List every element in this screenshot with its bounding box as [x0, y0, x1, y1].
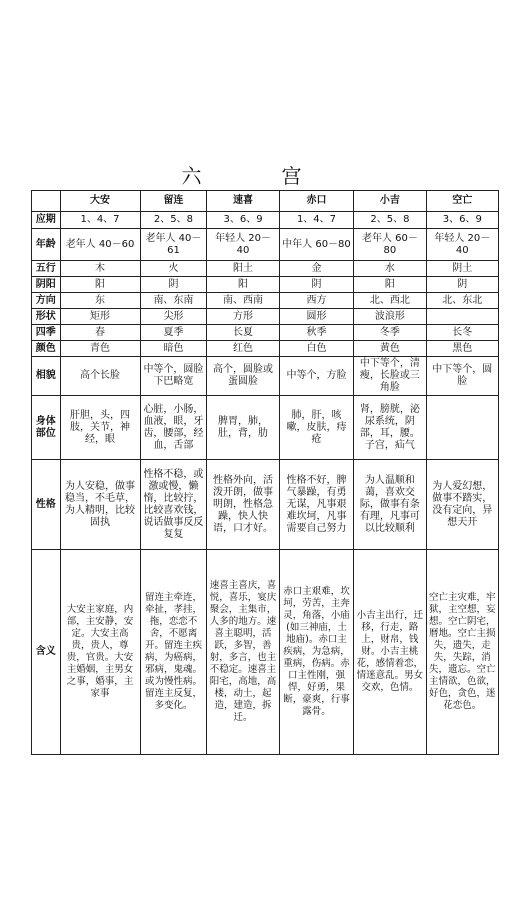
- table-cell: 性格不好，脾气暴躁，有勇无谋，凡事艰难坎坷，凡事需要自己努力: [279, 460, 354, 550]
- row-header: 颜色: [32, 341, 61, 357]
- column-header: 赤口: [279, 191, 354, 212]
- table-cell: 长冬: [426, 325, 498, 341]
- row-header: 性格: [32, 460, 61, 550]
- table-row: [32, 261, 499, 277]
- table-cell: 圆形: [279, 309, 354, 325]
- table-cell: 东: [60, 293, 140, 309]
- row-header: 身体部位: [32, 396, 61, 460]
- table-row: [32, 325, 499, 341]
- table-row: [32, 460, 499, 550]
- table-cell: 金: [279, 261, 354, 277]
- row-header: 相貌: [32, 357, 61, 396]
- row-header: 应期: [32, 212, 61, 229]
- table-cell: 赤口主艰难，坎坷，劳苦，主奔灵，角落，小庙(如三神庙，土地庙)。赤口主疾病，为急病，重病，伤病。赤口主性刚，强悍，好勇，果断，豪爽，行事露骨。: [279, 550, 354, 755]
- row-header: 阴阳: [32, 277, 61, 293]
- table-cell: 春: [60, 325, 140, 341]
- table-cell: 阳: [60, 277, 140, 293]
- column-header: 速喜: [207, 191, 279, 212]
- table-cell: 1、4、7: [60, 212, 140, 229]
- table-cell: 北、西北: [354, 293, 426, 309]
- table-cell: 性格不稳，或激或慢，懒惰，比较拧，比较喜欢钱，说话做事反反复复: [140, 460, 207, 550]
- table-cell: 西方: [279, 293, 354, 309]
- table-cell: 长夏: [207, 325, 279, 341]
- table-cell: 空亡主灾难，牢狱，主空想，妄想。空亡阴宅，暦地。空亡主损失，遗失，走失，失踪，消失，遗忘。空亡主情欲，色欲，好色，贪色，迷花恋色。: [426, 550, 498, 755]
- table-cell: 2、5、8: [354, 212, 426, 229]
- table-cell: 老年人 40－60: [60, 229, 140, 261]
- table-cell: 高个，圆脸或蛋圆脸: [207, 357, 279, 396]
- table-cell: 阳: [354, 277, 426, 293]
- table-cell: 红色: [207, 341, 279, 357]
- column-header: 空亡: [426, 191, 498, 212]
- table-cell: 青色: [60, 341, 140, 357]
- table-cell: 大安主家庭，内部，主安静，安定。大安主高贵，贵人，尊贵，官贵。大安主婚姻，主男女之事，婚事，主家事: [60, 550, 140, 755]
- table-cell: 方形: [207, 309, 279, 325]
- table-cell: [426, 396, 498, 460]
- table-cell: [426, 309, 498, 325]
- table-cell: 年轻人 20－40: [426, 229, 498, 261]
- table-cell: 速喜主喜庆，喜悦，喜乐，宴庆聚会，主集市，人多的地方。速喜主聪明，活跃，多智，善射，多言，也主不稳定。速喜主阳宅，高地，高楼，动土，起造，建造，拆迁。: [207, 550, 279, 755]
- header-row: [32, 191, 499, 212]
- table-cell: 老年人 40－61: [140, 229, 207, 261]
- table-cell: 阴: [279, 277, 354, 293]
- table-row: [32, 341, 499, 357]
- table-cell: 心脏，小肠，血液，眼，牙齿，腰部，经血，舌部: [140, 396, 207, 460]
- table-cell: 阴: [426, 277, 498, 293]
- table-cell: 木: [60, 261, 140, 277]
- table-cell: 为人安稳，做事稳当，不毛草，为人精明，比较固执: [60, 460, 140, 550]
- column-header: 留连: [140, 191, 207, 212]
- table-cell: 2、5、8: [140, 212, 207, 229]
- table-cell: 为人爱幻想，做事不踏实，没有定向，异想天开: [426, 460, 498, 550]
- table-row: [32, 212, 499, 229]
- row-header: 含义: [32, 550, 61, 755]
- row-header: 年龄: [32, 229, 61, 261]
- corner-cell: [32, 191, 61, 212]
- table-row: [32, 277, 499, 293]
- table-cell: 脾胃，肺，肚，背，肋: [207, 396, 279, 460]
- table-cell: 肺，肝，咳嗽，皮肤，痔疮: [279, 396, 354, 460]
- table-cell: 水: [354, 261, 426, 277]
- table-cell: 矩形: [60, 309, 140, 325]
- table-cell: 中等个，圆脸下巴略宽: [140, 357, 207, 396]
- table-cell: 黄色: [354, 341, 426, 357]
- column-header: 大安: [60, 191, 140, 212]
- table-cell: 阴: [140, 277, 207, 293]
- row-header: 方向: [32, 293, 61, 309]
- column-header: 小吉: [354, 191, 426, 212]
- table-row: [32, 357, 499, 396]
- table-cell: 中下等个，清瘦，长脸或三角脸: [354, 357, 426, 396]
- table-cell: 肝胆，头，四肢，关节，神经，眼: [60, 396, 140, 460]
- table-cell: 阳: [207, 277, 279, 293]
- table-cell: 夏季: [140, 325, 207, 341]
- table-cell: 北、东北: [426, 293, 498, 309]
- table-cell: 中等个，方脸: [279, 357, 354, 396]
- table-cell: 性格外向，活泼开朗，做事明朗，性格急躁，快人快语，口才好。: [207, 460, 279, 550]
- table-cell: 秋季: [279, 325, 354, 341]
- table-row: [32, 550, 499, 755]
- table-cell: 肾，膀胱，泌尿系统，阴部，耳，腰。子宫，疝气: [354, 396, 426, 460]
- table-cell: 火: [140, 261, 207, 277]
- table-cell: 中下等个，圆脸: [426, 357, 498, 396]
- page-title: 六 宫: [181, 164, 332, 188]
- six-palaces-table: [31, 190, 499, 755]
- table-cell: 3、6、9: [207, 212, 279, 229]
- table-row: [32, 396, 499, 460]
- table-cell: 黑色: [426, 341, 498, 357]
- table-cell: 冬季: [354, 325, 426, 341]
- table-cell: 3、6、9: [426, 212, 498, 229]
- table-cell: 为人温顺和蔼，喜欢交际，做事有条有理，凡事可以比较顺利: [354, 460, 426, 550]
- table-cell: 高个长脸: [60, 357, 140, 396]
- row-header: 形状: [32, 309, 61, 325]
- table-body: [32, 191, 499, 755]
- row-header: 四季: [32, 325, 61, 341]
- row-header: 五行: [32, 261, 61, 277]
- table-cell: 尖形: [140, 309, 207, 325]
- table-row: [32, 309, 499, 325]
- table-cell: 暗色: [140, 341, 207, 357]
- table-cell: 年轻人 20－40: [207, 229, 279, 261]
- table-cell: 阴土: [426, 261, 498, 277]
- table-cell: 小吉主出行，迁移，行走，路上，财帛，钱财。小吉主桃花，感情着恋，情迷意乱。男女交欢，色情。: [354, 550, 426, 755]
- table-cell: 阳土: [207, 261, 279, 277]
- table-row: [32, 293, 499, 309]
- table-cell: 1、4、7: [279, 212, 354, 229]
- table-cell: 波浪形: [354, 309, 426, 325]
- table-cell: 中年人 60－80: [279, 229, 354, 261]
- table-cell: 白色: [279, 341, 354, 357]
- table-row: [32, 229, 499, 261]
- table-cell: 留连主牵连，牵扯，孝挂，拖，恋恋不舍，不愿离开。留连主疾病，为癌病，邪病，鬼魂。或为慢性病。留连主反复，多变化。: [140, 550, 207, 755]
- table-cell: 南、东南: [140, 293, 207, 309]
- table-cell: 老年人 60－80: [354, 229, 426, 261]
- table-cell: 南、西南: [207, 293, 279, 309]
